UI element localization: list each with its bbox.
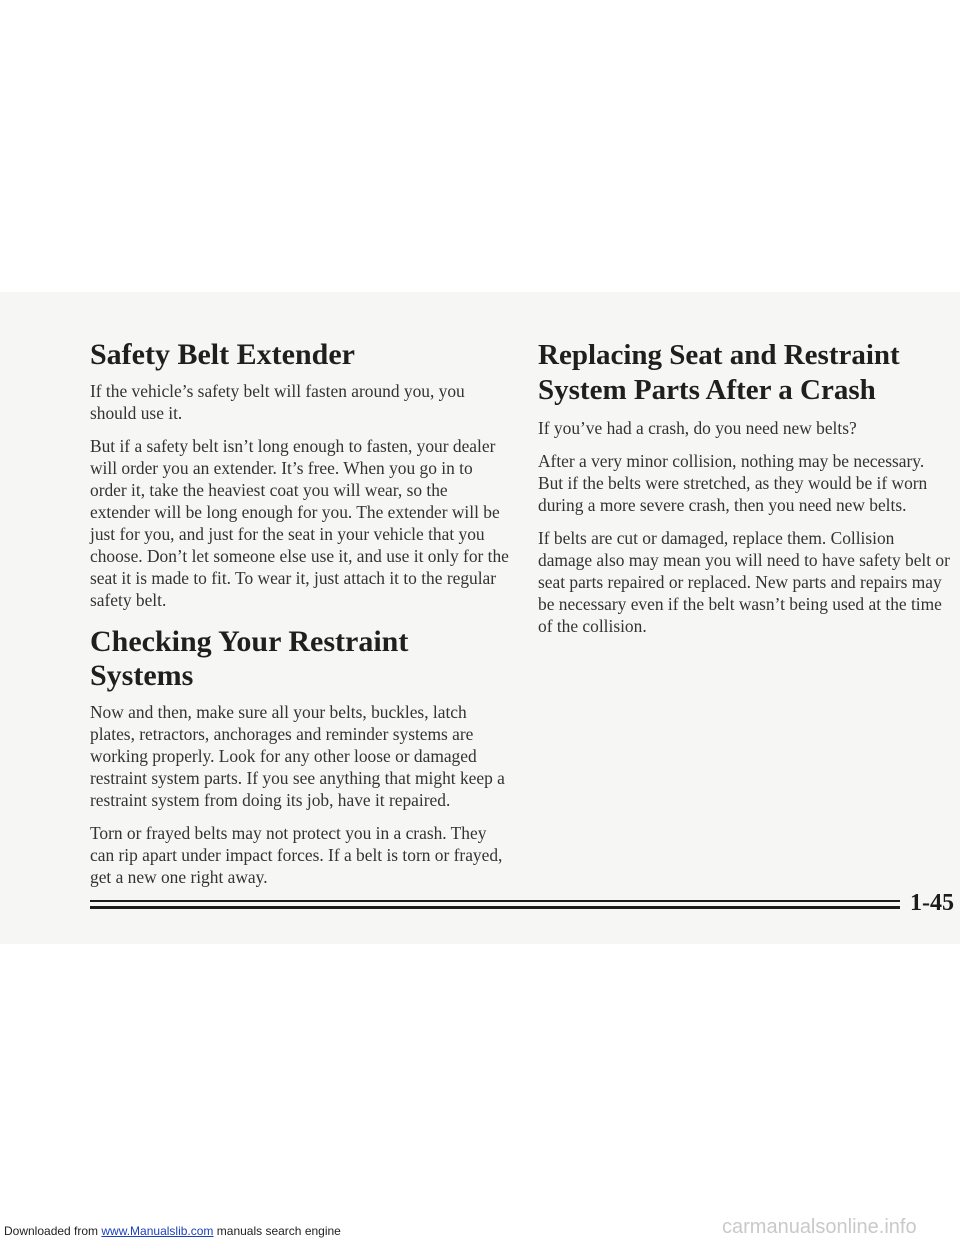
page-number: 1-45 (910, 890, 954, 916)
section-title-checking-restraint-systems: Checking Your Restraint Systems (90, 625, 409, 692)
paragraph: If belts are cut or damaged, replace them. Collision damage also may mean you will need to have safety belt or seat parts repaired or replaced. New parts and repairs may be necessary even if the belt wasn’t being used at the time of the collision. (538, 528, 950, 636)
left-column (90, 338, 510, 899)
download-banner (4, 1224, 341, 1238)
paragraph: After a very minor collision, nothing may be necessary. But if the belts were stretched, as they would be if worn during a more severe crash, then you need new belts. (538, 451, 928, 515)
footer-rule (90, 900, 900, 912)
manualslib-link[interactable]: www.Manualslib.com (101, 1224, 214, 1238)
paragraph: If the vehicle’s safety belt will fasten around you, you should use it. (90, 381, 465, 423)
section-title-replacing-parts: Replacing Seat and Restraint System Parts After a Crash (538, 339, 900, 406)
paragraph: If you’ve had a crash, do you need new belts? (538, 418, 857, 438)
right-column (538, 338, 950, 648)
paragraph: Now and then, make sure all your belts, buckles, latch plates, retractors, anchorages and reminder systems are working properly. Look for any other loose or damaged restraint system parts. If you see anything that might keep a restraint system from doing its job, have it repaired. (90, 702, 505, 810)
footer-rule-line (90, 900, 900, 902)
watermark: carmanualsonline.info (722, 1216, 917, 1238)
paragraph: But if a safety belt isn’t long enough to fasten, your dealer will order you an extender. It’s free. When you go in to order it, take the heaviest coat you will wear, so the extender will be long enough for you. The extender will be just for you, and just for the seat in your vehicle that you choose. Don’t let someone else use it, and use it only for the seat it is made to fit. To wear it, just attach it to the regular safety belt. (90, 436, 509, 610)
paragraph: Torn or frayed belts may not protect you in a crash. They can rip apart under impact forces. If a belt is torn or frayed, get a new one right away. (90, 823, 503, 887)
section-title-safety-belt-extender: Safety Belt Extender (90, 338, 355, 371)
footer-rule-line (90, 906, 900, 909)
banner-prefix: Downloaded from (4, 1224, 102, 1238)
banner-suffix: manuals search engine (213, 1224, 341, 1238)
